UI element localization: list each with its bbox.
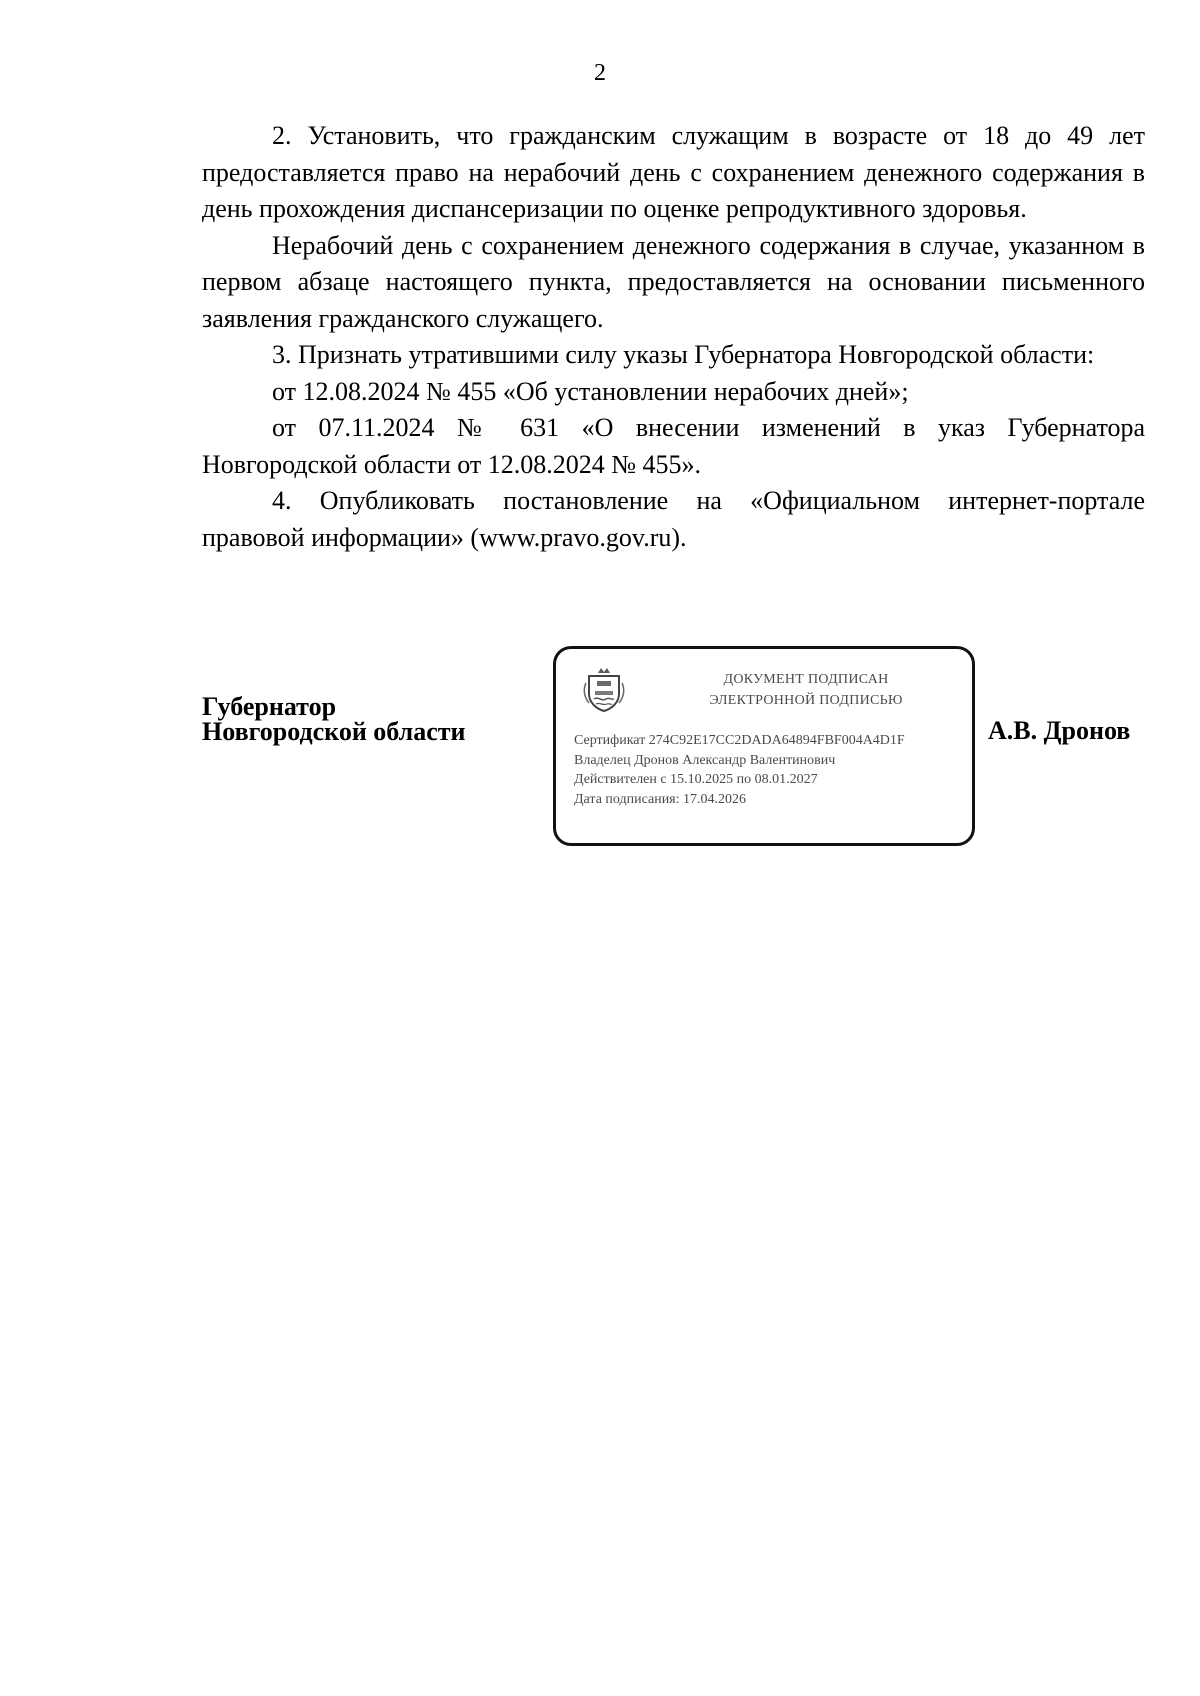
signatory-title-line1: Губернатор <box>202 692 337 721</box>
stamp-heading <box>656 669 956 711</box>
paragraph-item-2: 2. Установить, что гражданским служащим в возрасте от 18 до 49 лет предоставляется право на нерабочий день с сохранением денежного содержания в день прохождения диспансеризации по оценке репродуктивного здоровья. <box>202 121 1145 223</box>
electronic-signature-stamp <box>553 646 975 846</box>
paragraph-decree-631: от 07.11.2024 № 631 «О внесении изменений в указ Губернатора Новгородской области от 12.08.2024 № 455». <box>202 413 1145 479</box>
page-number: 2 <box>594 60 606 86</box>
stamp-validity: Действителен с 15.10.2025 по 08.01.2027 <box>574 772 818 787</box>
stamp-details <box>574 731 970 809</box>
signatory-title-line2: Новгородской области <box>202 717 466 746</box>
stamp-owner: Владелец Дронов Александр Валентинович <box>574 752 836 768</box>
paragraph-decree-455: от 12.08.2024 № 455 «Об установлении нерабочих дней»; <box>272 376 909 406</box>
stamp-heading-line2: ЭЛЕКТРОННОЙ ПОДПИСЬЮ <box>709 693 903 708</box>
stamp-certificate: Сертификат 274C92E17CC2DADA64894FBF004A4D1F <box>574 733 905 748</box>
stamp-signed-date: Дата подписания: 17.04.2026 <box>574 791 747 807</box>
paragraph-item-3: 3. Признать утратившими силу указы Губернатора Новгородской области: <box>272 340 1095 369</box>
document-body <box>202 118 1145 556</box>
signatory-name: А.В. Дронов <box>988 716 1131 745</box>
paragraph-item-4: 4. Опубликовать постановление на «Официальном интернет-портале правовой информации» (www.pravo.gov.ru). <box>202 486 1145 552</box>
paragraph-item-2-continuation: Нерабочий день с сохранением денежного содержания в случае, указанном в первом абзаце настоящего пункта, предоставляется на основании письменного заявления гражданского служащего. <box>202 230 1145 333</box>
stamp-heading-line1: ДОКУМЕНТ ПОДПИСАН <box>723 672 889 687</box>
coat-of-arms-icon <box>582 665 626 713</box>
signatory-title <box>202 694 466 744</box>
